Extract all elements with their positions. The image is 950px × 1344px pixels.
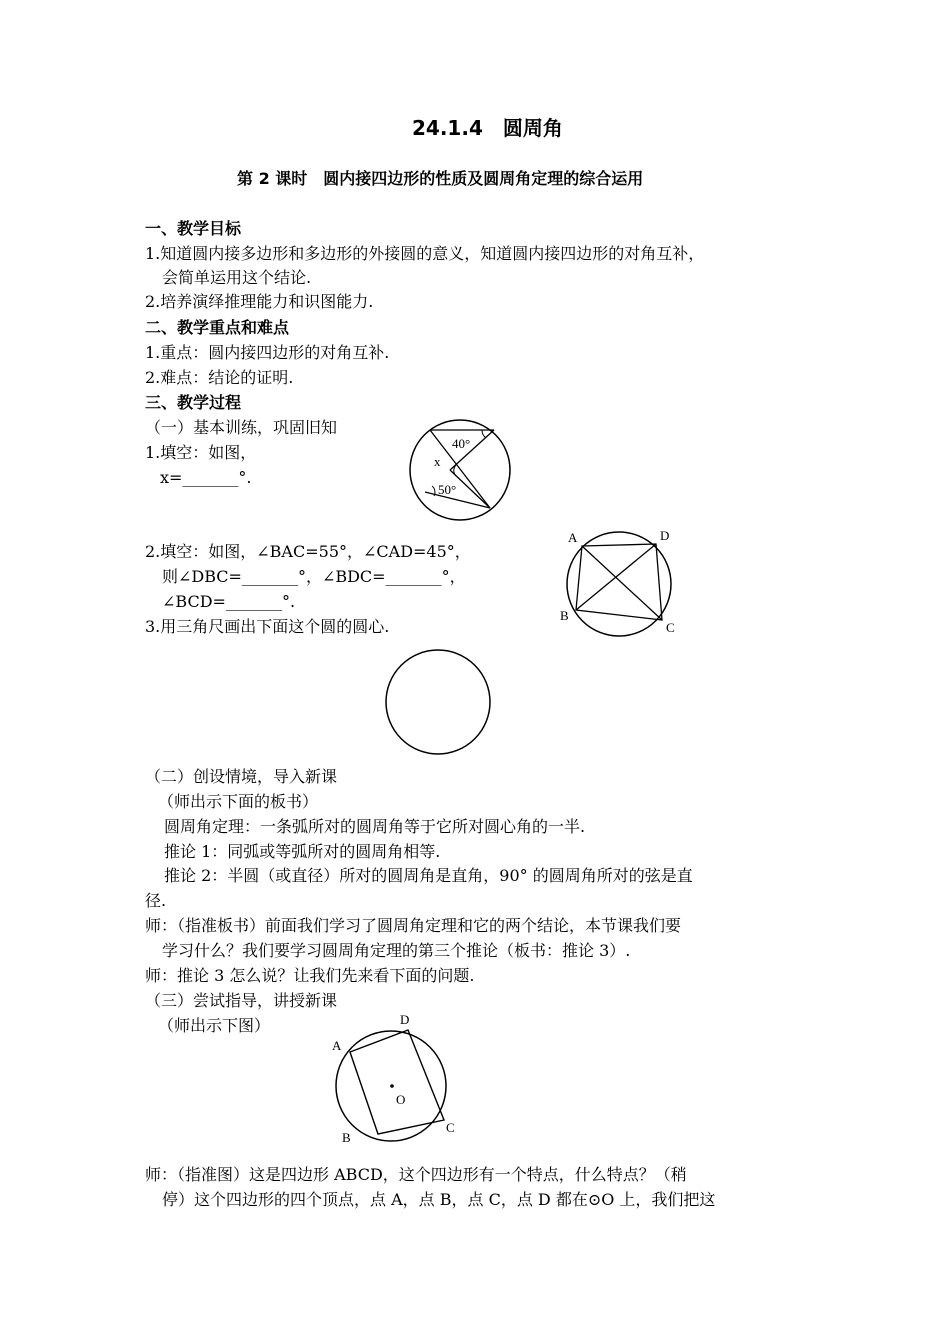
- angle-label-40: 40°: [452, 436, 471, 451]
- center-label-o: O: [396, 1092, 406, 1107]
- vertex-label-b: B: [342, 1130, 351, 1145]
- question-1: 1.填空：如图，: [145, 443, 257, 462]
- vertex-label-a: A: [568, 530, 578, 545]
- section-heading-process: 三、教学过程: [145, 393, 242, 412]
- teacher-line-3: 师：（指准图）这是四边形 ABCD，这个四边形有一个特点，什么特点？（稍: [145, 1165, 687, 1184]
- page-title: 24.1.4 圆周角: [412, 116, 563, 140]
- goal-item-1-cont: 会简单运用这个结论.: [162, 268, 312, 287]
- teacher-line-1-cont: 学习什么？我们要学习圆周角定理的第三个推论（板书：推论 3）.: [162, 941, 631, 960]
- question-2-blanks: 则∠DBC=_______°，∠BDC=_______°，: [162, 567, 466, 586]
- keypoint-item-2: 2.难点：结论的证明.: [145, 368, 294, 387]
- center-point: [390, 1084, 394, 1088]
- keypoint-item-1: 1.重点：圆内接四边形的对角互补.: [145, 343, 390, 362]
- teacher-line-1: 师：（指准板书）前面我们学习了圆周角定理和它的两个结论，本节课我们要: [145, 916, 682, 935]
- goal-item-1: 1.知道圆内接多边形和多边形的外接圆的意义，知道圆内接四边形的对角互补，: [145, 244, 705, 263]
- figure-4-cyclic-quadrilateral: [328, 1010, 458, 1148]
- part-heading-3: （三）尝试指导，讲授新课: [145, 991, 338, 1010]
- figure-3-plain-circle: [384, 648, 492, 756]
- part-2-line-1: （师出示下面的板书）: [158, 792, 319, 811]
- figure-1-circle-angles: [410, 418, 512, 522]
- page-subtitle: 第 2 课时 圆内接四边形的性质及圆周角定理的综合运用: [237, 169, 644, 188]
- teacher-line-2: 师：推论 3 怎么说？让我们先来看下面的问题.: [145, 966, 475, 985]
- vertex-label-c: C: [446, 1120, 455, 1135]
- part-3-line-1: （师出示下图）: [158, 1016, 271, 1035]
- section-heading-keypoints: 二、教学重点和难点: [145, 318, 290, 337]
- vertex-label-a: A: [332, 1038, 342, 1053]
- angle-label-x: x: [434, 454, 441, 469]
- figure-2-inscribed-quadrilateral: [556, 526, 682, 638]
- vertex-label-d: D: [400, 1012, 410, 1027]
- corollary-1-line: 推论 1：同弧或等弧所对的圆周角相等.: [164, 842, 441, 861]
- part-heading-1: （一）基本训练，巩固旧知: [145, 418, 338, 437]
- goal-item-2: 2.培养演绎推理能力和识图能力.: [145, 292, 374, 311]
- vertex-label-b: B: [560, 608, 569, 623]
- theorem-line: 圆周角定理：一条弧所对的圆周角等于它所对圆心角的一半.: [164, 817, 586, 836]
- vertex-label-d: D: [660, 528, 670, 543]
- part-heading-2: （二）创设情境，导入新课: [145, 767, 338, 786]
- section-heading-goals: 一、教学目标: [145, 219, 242, 238]
- teacher-line-3-cont: 停）这个四边形的四个顶点，点 A，点 B，点 C，点 D 都在⊙O 上，我们把这: [162, 1190, 716, 1209]
- corollary-2-line: 推论 2：半圆（或直径）所对的圆周角是直角，90° 的圆周角所对的弦是直: [164, 866, 693, 885]
- question-2-blank-bcd: ∠BCD=_______°.: [162, 592, 296, 611]
- vertex-label-c: C: [666, 620, 675, 635]
- corollary-2-line-cont: 径.: [145, 891, 167, 910]
- question-3: 3.用三角尺画出下面这个圆的圆心.: [145, 617, 390, 636]
- question-2: 2.填空：如图，∠BAC=55°，∠CAD=45°，: [145, 542, 471, 561]
- angle-label-50: 50°: [438, 482, 457, 497]
- question-1-blank: x=_______°.: [160, 468, 252, 487]
